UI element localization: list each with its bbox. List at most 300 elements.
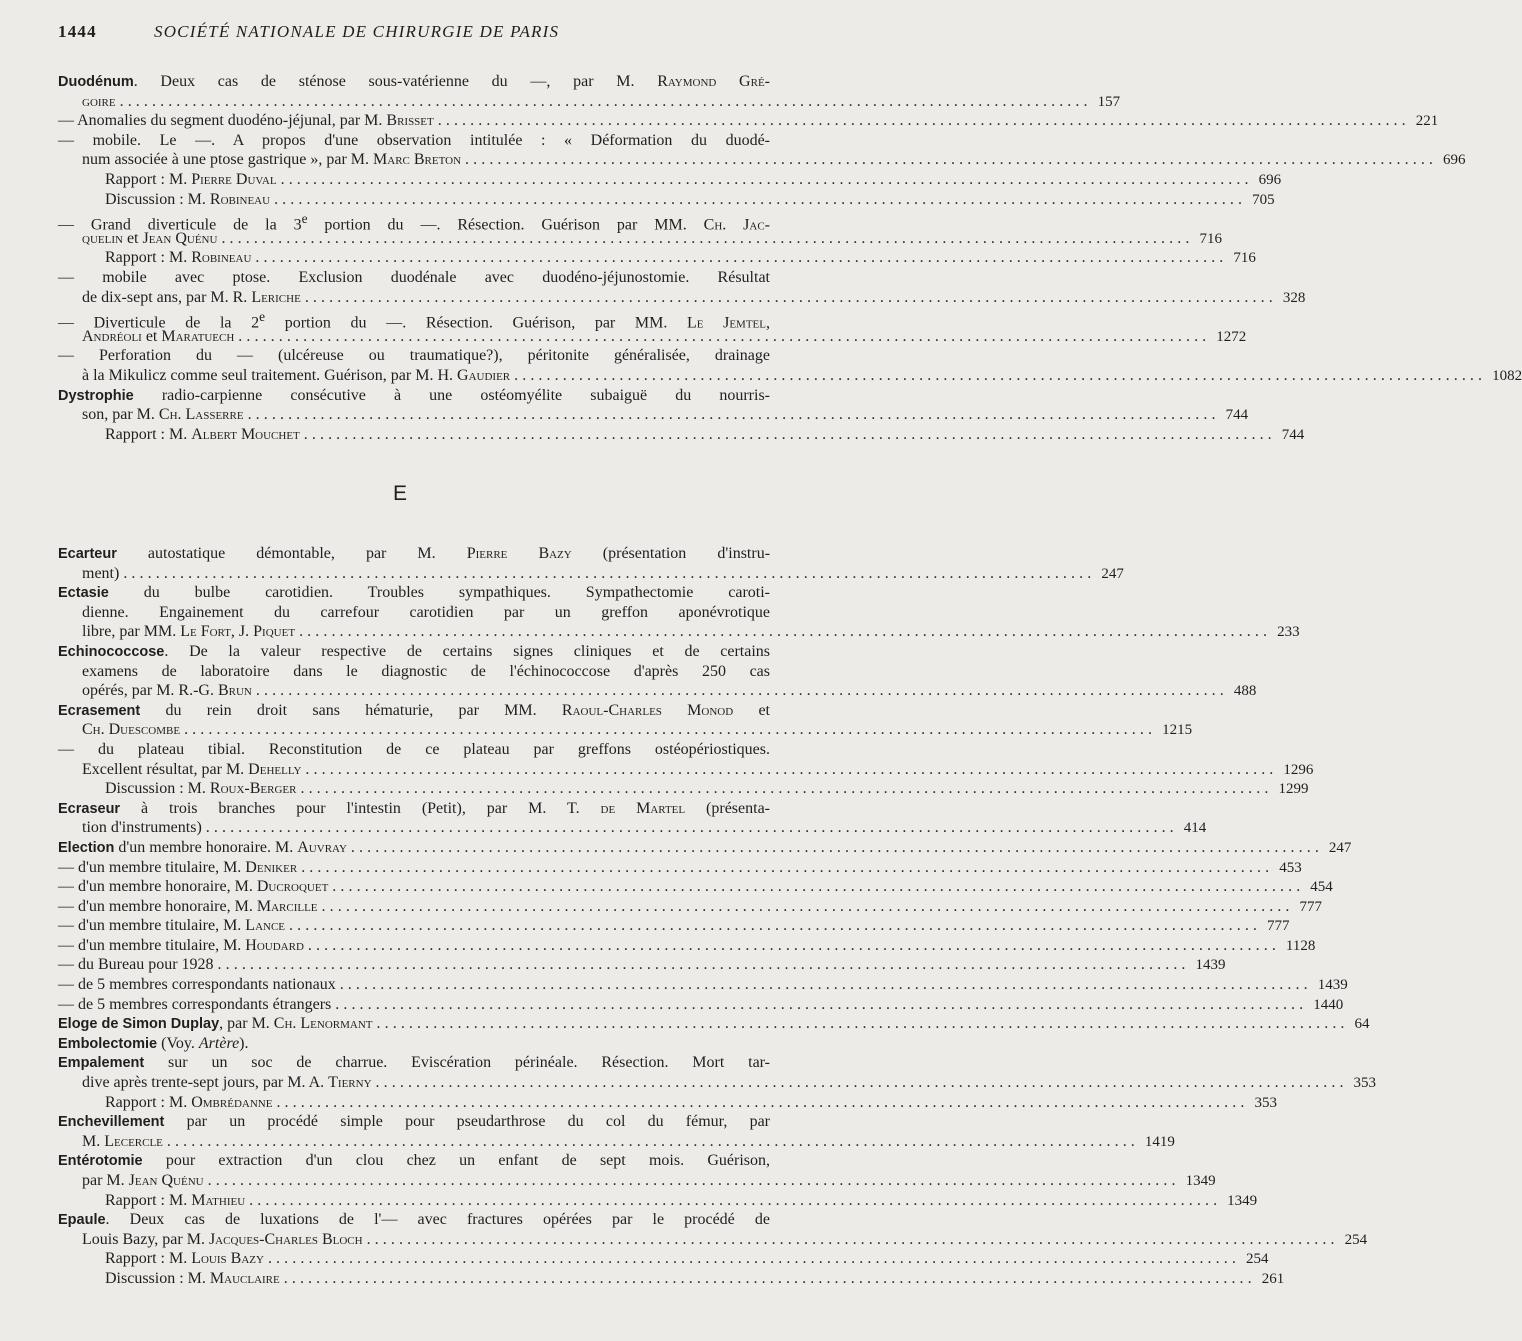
- dot-leader: ........................................................................................................................: [119, 92, 1092, 110]
- text-run: par M.: [82, 1172, 129, 1189]
- author-name: goire: [82, 92, 116, 110]
- author-name: Louis Bazy: [191, 1250, 264, 1268]
- headword: Embolectomie: [58, 1035, 158, 1052]
- dot-leader: ........................................................................................................................: [299, 623, 1272, 641]
- entry-text: [82, 603, 770, 623]
- text-run: — Perforation du — (ulcéreuse ou traumatique?), péritonite généralisée, drainage: [58, 347, 770, 365]
- text-run: autostatique démontable, par M.: [116, 545, 467, 562]
- index-line: [58, 955, 1226, 975]
- entry-text: [105, 190, 270, 210]
- entry-text: [58, 544, 770, 565]
- text-run: Discussion : M.: [105, 780, 210, 798]
- author-name: Marcille: [256, 897, 318, 915]
- entry-text: [58, 955, 214, 975]
- index-line: [58, 150, 1466, 170]
- dot-leader: ........................................................................................................................: [205, 819, 1178, 837]
- entry-text: [58, 838, 347, 859]
- text-run: Rapport : M.: [105, 170, 192, 188]
- entry-text: [82, 1171, 204, 1191]
- dot-leader: ........................................................................................................................: [305, 760, 1278, 778]
- text-run: libre, par MM.: [82, 623, 181, 641]
- text-run: portion du —. Résection. Guérison, par MM.: [265, 314, 687, 332]
- page-reference: 777: [1299, 898, 1323, 915]
- entry-text: [58, 111, 434, 131]
- author-name: Robineau: [209, 190, 271, 208]
- index-line: [58, 209, 771, 234]
- entry-text: [58, 1210, 770, 1231]
- text-run: dienne. Engainement du carrefour carotidien par un greffon aponévrotique: [82, 603, 770, 621]
- text-run: d'un membre honoraire. M.: [114, 838, 298, 856]
- page-reference: 488: [1233, 683, 1257, 700]
- entry-text: [82, 92, 116, 112]
- dot-leader: ........................................................................................................................: [123, 564, 1096, 582]
- index-line: [58, 1269, 1285, 1289]
- author-name: Roux-Berger: [209, 780, 297, 798]
- page-reference: 233: [1277, 624, 1300, 641]
- author-name: Pierre Bazy: [466, 545, 572, 562]
- index-line: [58, 622, 1300, 642]
- index-line: [58, 405, 1249, 425]
- index-line: [58, 1073, 1377, 1093]
- author-name: Deniker: [245, 858, 298, 876]
- headword: Enchevillement: [58, 1114, 165, 1131]
- dot-leader: ........................................................................................................................: [283, 1269, 1256, 1287]
- entry-text: [82, 327, 234, 347]
- index-line: [58, 642, 770, 662]
- author-name: Albert Mouchet: [191, 425, 300, 443]
- page-reference: 1439: [1317, 977, 1348, 994]
- index-line: [58, 701, 770, 721]
- index-line: [58, 1014, 1370, 1034]
- entry-text: [82, 720, 180, 740]
- page-reference: 1128: [1285, 937, 1316, 954]
- text-run: — de 5 membres correspondants nationaux: [58, 976, 336, 994]
- text-run: portion du —. Résection. Guérison par MM.: [307, 216, 704, 234]
- page-reference: 1299: [1278, 781, 1309, 798]
- entry-text: [82, 760, 301, 780]
- text-run: — du plateau tibial. Reconstitution de ce plateau par greffons ostéopériostiques.: [58, 740, 770, 758]
- index-line: [58, 897, 1323, 917]
- author-name: Lecercle: [104, 1132, 163, 1150]
- text-run: pour extraction d'un clou chez un enfant de sept mois. Guérison,: [142, 1152, 770, 1170]
- text-run: — d'un membre honoraire, M.: [58, 897, 257, 915]
- index-line: [58, 1249, 1269, 1269]
- text-run: tion d'instruments): [82, 819, 202, 837]
- dot-leader: ........................................................................................................................: [465, 151, 1438, 169]
- entry-text: [105, 1249, 264, 1269]
- text-run: — mobile. Le —. A propos d'une observation intitulée : « Déformation du duodé-: [58, 131, 770, 149]
- index-line: [58, 1151, 770, 1171]
- index-line: [58, 838, 1352, 858]
- text-run: sur un soc de charrue. Eviscération périnéale. Résection. Mort tar-: [144, 1054, 770, 1072]
- index-line: [58, 662, 770, 682]
- index-line: [58, 327, 1247, 347]
- dot-leader: ........................................................................................................................: [289, 917, 1262, 935]
- page-reference: 777: [1267, 918, 1290, 935]
- index-line: [58, 268, 770, 288]
- index-line: [58, 1093, 1277, 1113]
- entry-text: [58, 877, 328, 897]
- text-run: — d'un membre titulaire, M.: [58, 917, 246, 935]
- page-reference: 247: [1328, 839, 1352, 856]
- dot-leader: ........................................................................................................................: [166, 1132, 1139, 1150]
- page-reference: 705: [1252, 191, 1275, 208]
- index-line: [58, 720, 1193, 740]
- headword: Dystrophie: [58, 387, 134, 404]
- entry-text: [58, 799, 770, 820]
- entry-text: [82, 818, 202, 838]
- entry-text: [58, 642, 770, 663]
- page-reference: 454: [1310, 879, 1333, 896]
- index-line: [58, 1053, 770, 1073]
- dot-leader: ........................................................................................................................: [267, 1250, 1240, 1268]
- index-line: [58, 346, 770, 366]
- entry-text: [58, 1014, 373, 1035]
- page-reference: 1440: [1313, 996, 1344, 1013]
- entry-text: [58, 268, 770, 288]
- author-name: Dehelly: [248, 760, 302, 778]
- text-run: M.: [82, 1132, 105, 1150]
- text-run: ).: [239, 1034, 249, 1052]
- index-line: [58, 975, 1348, 995]
- page-reference: 744: [1281, 426, 1305, 443]
- page-reference: 157: [1097, 93, 1121, 110]
- author-name: Ch. Lasserre: [158, 406, 244, 424]
- text-run: et: [733, 701, 771, 719]
- index-line: [58, 877, 1333, 897]
- page-reference: 696: [1258, 171, 1282, 188]
- index-line: [58, 603, 770, 623]
- entry-text: [105, 170, 277, 190]
- author-name: Houdard: [245, 936, 304, 954]
- text-run: Rapport : M.: [105, 249, 192, 267]
- text-run: Louis Bazy, par M.: [82, 1230, 209, 1248]
- entry-text: [58, 1053, 770, 1074]
- dot-leader: ........................................................................................................................: [249, 1191, 1222, 1209]
- author-name: Andréoli: [82, 327, 142, 345]
- page-reference: 1296: [1283, 761, 1314, 778]
- author-name: Le Fort, J. Piquet: [180, 623, 296, 641]
- entry-text: [82, 288, 301, 308]
- entry-text: [82, 1073, 372, 1093]
- author-name: Robineau: [191, 249, 252, 267]
- author-name: Jacques-Charles Bloch: [208, 1230, 363, 1248]
- page-reference: 716: [1199, 230, 1222, 247]
- index-line: [58, 288, 1306, 308]
- headword: Ecraseur: [58, 800, 121, 817]
- entry-text: [58, 740, 770, 760]
- dot-leader: ........................................................................................................................: [307, 936, 1280, 954]
- entry-text: [58, 386, 770, 407]
- author-name: Ducroquet: [256, 878, 329, 896]
- entry-text: [82, 1132, 163, 1152]
- dot-leader: ........................................................................................................................: [184, 721, 1157, 739]
- text-run: , par M.: [219, 1015, 274, 1033]
- entry-text: [105, 1269, 280, 1289]
- index-line: [58, 564, 1124, 584]
- dot-leader: ........................................................................................................................: [303, 425, 1276, 443]
- author-name: Raymond Gré-: [657, 73, 770, 90]
- page-reference: 453: [1279, 859, 1302, 876]
- page-reference: 414: [1183, 820, 1207, 837]
- entry-text: [58, 583, 770, 604]
- text-run: opérés, par M. R.-G.: [82, 682, 218, 700]
- author-name: Gaudier: [457, 366, 511, 384]
- index-line: [58, 760, 1314, 780]
- running-title: SOCIÉTÉ NATIONALE DE CHIRURGIE DE PARIS: [154, 22, 560, 41]
- text-run: — mobile avec ptose. Exclusion duodénale avec duodéno-jéjunostomie. Résultat: [58, 268, 770, 286]
- index-line: [58, 681, 1257, 701]
- entry-text: [105, 779, 296, 799]
- dot-leader: ........................................................................................................................: [238, 327, 1211, 345]
- text-run: et: [141, 327, 162, 345]
- index-line: [58, 779, 1309, 799]
- dot-leader: ........................................................................................................................: [366, 1230, 1339, 1248]
- index-line: [58, 1132, 1175, 1152]
- text-run: Rapport : M.: [105, 1093, 192, 1111]
- headword: Entérotomie: [58, 1153, 143, 1170]
- index-line: [58, 1034, 770, 1054]
- page-reference: 744: [1225, 407, 1249, 424]
- index-line: [58, 131, 770, 151]
- text-run: Rapport : M.: [105, 1250, 192, 1268]
- headword: Epaule: [58, 1212, 106, 1229]
- dot-leader: ........................................................................................................................: [332, 878, 1305, 896]
- headword: Election: [58, 839, 115, 856]
- index-line: [58, 386, 770, 406]
- page-reference: 353: [1353, 1075, 1377, 1092]
- index-line: [58, 544, 770, 564]
- text-run: — d'un membre titulaire, M.: [58, 936, 246, 954]
- entry-text: [58, 1034, 249, 1055]
- headword: Empalement: [58, 1055, 145, 1072]
- page-reference: 261: [1261, 1270, 1285, 1287]
- text-run: . Deux cas de sténose sous-vatérienne du —, par M.: [133, 73, 658, 90]
- entry-text: [58, 995, 331, 1015]
- author-name: Leriche: [251, 288, 301, 306]
- running-head: [58, 22, 770, 44]
- dot-leader: ........................................................................................................................: [221, 229, 1194, 247]
- entry-text: [105, 425, 300, 445]
- index-line: [58, 818, 1207, 838]
- author-name: Tierny: [328, 1074, 372, 1092]
- author-name: Raoul-Charles Monod: [561, 701, 734, 719]
- text-run: . De la valeur respective de certains signes cliniques et de certains: [164, 642, 770, 660]
- dot-leader: ........................................................................................................................: [255, 249, 1228, 267]
- page-reference: 696: [1443, 152, 1466, 169]
- dot-leader: ........................................................................................................................: [300, 780, 1273, 798]
- author-name: Auvray: [297, 838, 347, 856]
- text-run: dive après trente-sept jours, par M. A.: [82, 1074, 329, 1092]
- dot-leader: ........................................................................................................................: [280, 170, 1253, 188]
- author-name: Le Jemtel,: [686, 314, 770, 332]
- page-number: 1444: [58, 22, 97, 41]
- index-line: [58, 1171, 1216, 1191]
- page-reference: 247: [1101, 565, 1124, 582]
- index-section-e: [58, 544, 1377, 1289]
- dot-leader: ........................................................................................................................: [304, 288, 1277, 306]
- entry-text: [82, 229, 217, 249]
- text-run: (Voy.: [157, 1034, 199, 1052]
- index-line: [58, 799, 770, 819]
- dot-leader: ........................................................................................................................: [247, 406, 1220, 424]
- author-name: Marc Breton: [373, 151, 462, 169]
- page-reference: 1349: [1185, 1173, 1216, 1189]
- text-run: à trois branches pour l'intestin (Petit), par M. T.: [120, 799, 601, 817]
- author-name: Ch. Jac-: [703, 216, 771, 234]
- headword: Ecrasement: [58, 702, 141, 719]
- index-line: [58, 248, 1256, 268]
- index-line: [58, 1230, 1368, 1250]
- text-run: (présenta-: [685, 799, 770, 817]
- entry-text: [82, 622, 295, 642]
- author-name: de Martel: [600, 799, 686, 817]
- index-line: [58, 366, 1522, 386]
- text-run: Discussion : M.: [105, 190, 210, 208]
- index-line: [58, 1112, 770, 1132]
- author-name: Pierre Duval: [191, 170, 277, 188]
- page-reference: 353: [1254, 1094, 1277, 1111]
- text-run: Rapport : M.: [105, 1191, 192, 1209]
- index-line: [58, 229, 1222, 249]
- text-run: — Grand diverticule de la 3: [58, 216, 302, 234]
- text-run: ment): [82, 564, 120, 582]
- text-run: et: [122, 229, 143, 247]
- text-run: du rein droit sans hématurie, par MM.: [140, 701, 562, 719]
- page-reference: 64: [1354, 1016, 1370, 1033]
- index-line: [58, 72, 770, 92]
- page-reference: 1082: [1492, 367, 1522, 384]
- text-run: Discussion : M.: [105, 1269, 210, 1287]
- entry-text: [58, 1151, 770, 1172]
- headword: Ectasie: [58, 585, 109, 602]
- index-section-d: [58, 72, 1522, 444]
- index-line: [58, 425, 1305, 445]
- entry-text: [82, 405, 244, 425]
- author-name: Ch. Lenormant: [273, 1015, 373, 1033]
- dot-leader: ........................................................................................................................: [335, 995, 1308, 1013]
- entry-text: [82, 1230, 363, 1250]
- author-name: Brisset: [386, 112, 434, 130]
- text-run: — de 5 membres correspondants étrangers: [58, 995, 332, 1013]
- text-run: examens de laboratoire dans le diagnostic de l'échinococcose d'après 250 cas: [82, 662, 770, 680]
- dot-leader: ........................................................................................................................: [276, 1093, 1249, 1111]
- text-run: de dix-sept ans, par M. R.: [82, 288, 252, 306]
- author-name: Jean Quénu: [142, 229, 218, 247]
- entry-text: [58, 916, 285, 936]
- author-name: Maratuech: [161, 327, 235, 345]
- index-line: [58, 583, 770, 603]
- text-run: — d'un membre titulaire, M.: [58, 858, 246, 876]
- text-run: — d'un membre honoraire, M.: [58, 878, 257, 896]
- author-name: Jean Quénu: [128, 1172, 204, 1189]
- page-reference: 1215: [1162, 722, 1193, 739]
- text-run: num associée à une ptose gastrique », par M.: [82, 151, 374, 169]
- entry-text: [105, 1093, 272, 1113]
- cross-reference: Artère: [198, 1034, 240, 1052]
- text-run: — Diverticule de la 2: [58, 314, 260, 332]
- superscript: e: [259, 309, 266, 325]
- text-run: du bulbe carotidien. Troubles sympathiques. Sympathectomie caroti-: [108, 584, 770, 602]
- entry-text: [58, 131, 770, 151]
- dot-leader: ........................................................................................................................: [301, 858, 1274, 876]
- entry-text: [82, 366, 510, 386]
- entry-text: [58, 346, 770, 366]
- author-name: Ch. Duescombe: [82, 721, 181, 739]
- entry-text: [58, 975, 336, 995]
- index-line: [58, 995, 1344, 1015]
- page-reference: 1439: [1195, 957, 1226, 974]
- index-line: [58, 170, 1282, 190]
- index-line: [58, 1210, 770, 1230]
- dot-leader: ........................................................................................................................: [375, 1074, 1348, 1092]
- dot-leader: ........................................................................................................................: [255, 682, 1228, 700]
- entry-text: [105, 248, 251, 268]
- entry-text: [58, 936, 304, 956]
- text-run: — du Bureau pour 1928: [58, 956, 214, 974]
- headword: Ecarteur: [58, 546, 117, 562]
- text-run: . Deux cas de luxations de l'— avec fractures opérées par le procédé de: [105, 1211, 770, 1229]
- index-line: [58, 1191, 1258, 1211]
- text-run: son, par M.: [82, 406, 159, 424]
- dot-leader: ........................................................................................................................: [217, 956, 1190, 974]
- text-run: radio-carpienne consécutive à une ostéomyélite subaiguë du nourris-: [133, 386, 770, 404]
- index-line: [58, 92, 1121, 112]
- entry-text: [58, 701, 770, 722]
- headword: Duodénum: [58, 74, 134, 90]
- entry-text: [58, 1112, 770, 1133]
- text-run: (présentation d'instru-: [571, 545, 771, 562]
- author-name: Mathieu: [191, 1191, 246, 1209]
- index-line: [58, 307, 770, 332]
- index-line: [58, 190, 1275, 210]
- entry-text: [82, 150, 461, 170]
- dot-leader: ........................................................................................................................: [339, 976, 1312, 994]
- page-reference: 254: [1344, 1231, 1368, 1248]
- dot-leader: ........................................................................................................................: [321, 897, 1294, 915]
- entry-text: [82, 662, 770, 682]
- page-reference: 1419: [1144, 1133, 1175, 1150]
- page-reference: 716: [1233, 250, 1256, 267]
- index-line: [58, 858, 1302, 878]
- dot-leader: ........................................................................................................................: [350, 838, 1323, 856]
- index-line: [58, 936, 1316, 956]
- dot-leader: ........................................................................................................................: [274, 190, 1247, 208]
- superscript: e: [301, 211, 308, 227]
- dot-leader: ........................................................................................................................: [437, 112, 1410, 130]
- headword: Echinococcose: [58, 643, 165, 660]
- page-reference: 221: [1415, 113, 1439, 130]
- headword: Eloge de Simon Duplay: [58, 1016, 220, 1033]
- text-run: par un procédé simple pour pseudarthrose du col du fémur, par: [164, 1113, 770, 1131]
- page-reference: 1272: [1216, 328, 1247, 345]
- page-reference: 1349: [1227, 1192, 1258, 1209]
- index-line: [58, 111, 1439, 131]
- page-reference: 254: [1245, 1251, 1269, 1268]
- author-name: Mauclaire: [209, 1269, 280, 1287]
- text-run: à la Mikulicz comme seul traitement. Guérison, par M. H.: [82, 366, 458, 384]
- author-name: Brun: [217, 682, 252, 700]
- section-letter: E: [392, 482, 407, 505]
- entry-text: [105, 1191, 245, 1211]
- dot-leader: ........................................................................................................................: [514, 366, 1487, 384]
- text-run: Excellent résultat, par M.: [82, 760, 249, 778]
- dot-leader: ........................................................................................................................: [376, 1015, 1349, 1033]
- entry-text: [82, 564, 119, 584]
- author-name: Lance: [245, 917, 286, 935]
- entry-text: [58, 858, 297, 878]
- index-line: [58, 740, 770, 760]
